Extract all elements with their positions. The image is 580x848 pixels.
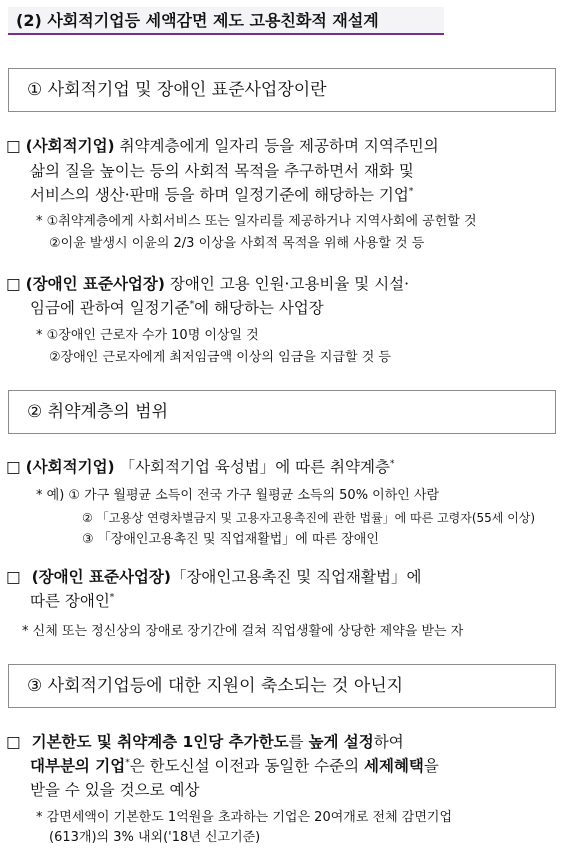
footnote: * 예) ① 가구 월평균 소득이 전국 가구 월평균 소득의 50% 이하인 사람 [36, 488, 440, 503]
section-heading-2: ② 취약계층의 범위 [8, 390, 556, 434]
bullet-icon: □ [6, 137, 21, 155]
paragraph-line: 따른 장애인* [30, 592, 115, 610]
footnote: * 감면세액이 기본한도 1억원을 초과하는 기업은 20여개로 전체 감면기업 [36, 810, 452, 825]
paragraph-vulnerable-disabled: □ (장애인 표준사업장)「장애인고용촉진 및 직업재활법」에 [6, 568, 422, 586]
paragraph-line: 서비스의 생산·판매 등을 하며 일정기준에 해당하는 기업* [30, 186, 414, 204]
footnote: * ①취약계층에게 사회서비스 또는 일자리를 제공하거나 지역사회에 공헌할 것 [36, 214, 477, 229]
footnote: ②장애인 근로자에게 최저임금액 이상의 임금을 지급할 것 등 [49, 350, 391, 365]
paragraph-vulnerable-social: □ (사회적기업) 「사회적기업 육성법」에 따른 취약계층* [6, 458, 395, 476]
footnote: ② 「고용상 연령차별금지 및 고용자고용촉진에 관한 법률」에 따른 고령자(55세 이상) [82, 511, 536, 525]
paragraph-line: 삶의 질을 높이는 등의 사회적 목적을 추구하면서 재화 및 [30, 162, 414, 180]
bullet-icon: □ [6, 733, 21, 751]
bullet-icon: □ [6, 568, 21, 586]
footnote: (613개)의 3% 내외('18년 신고기준) [49, 830, 261, 845]
term-standard-workplace: (장애인 표준사업장) [31, 568, 171, 586]
term-social-enterprise: (사회적기업) [25, 458, 115, 476]
term-standard-workplace: (장애인 표준사업장) [25, 275, 165, 293]
footnote: ③ 「장애인고용촉진 및 직업재활법」에 따른 장애인 [82, 532, 379, 547]
paragraph-standard-workplace: □ (장애인 표준사업장) 장애인 고용 인원·고용비율 및 시설· [6, 275, 410, 293]
footnote: ②이윤 발생시 이윤의 2/3 이상을 사회적 목적을 위해 사용할 것 등 [49, 236, 425, 251]
paragraph-line: 받을 수 있을 것으로 예상 [30, 781, 200, 799]
bullet-icon: □ [6, 458, 21, 476]
bullet-icon: □ [6, 275, 21, 293]
footnote: * ①장애인 근로자 수가 10명 이상일 것 [36, 328, 259, 343]
section-heading-1: ① 사회적기업 및 장애인 표준사업장이란 [8, 68, 556, 112]
term-social-enterprise: (사회적기업) [25, 137, 115, 155]
paragraph-line: 대부분의 기업*은 한도신설 이전과 동일한 수준의 세제혜택을 [30, 757, 439, 775]
paragraph-support: □ 기본한도 및 취약계층 1인당 추가한도를 높게 설정하여 [6, 733, 404, 751]
paragraph-social-enterprise: □ (사회적기업) 취약계층에게 일자리 등을 제공하며 지역주민의 [6, 137, 439, 155]
page-title: (2) 사회적기업등 세액감면 제도 고용친화적 재설계 [8, 7, 444, 35]
section-heading-3: ③ 사회적기업등에 대한 지원이 축소되는 것 아닌지 [8, 664, 556, 708]
paragraph-line: 임금에 관하여 일정기준*에 해당하는 사업장 [30, 299, 324, 317]
footnote: * 신체 또는 정신상의 장애로 장기간에 걸쳐 직업생활에 상당한 제약을 받는 자 [22, 624, 464, 639]
